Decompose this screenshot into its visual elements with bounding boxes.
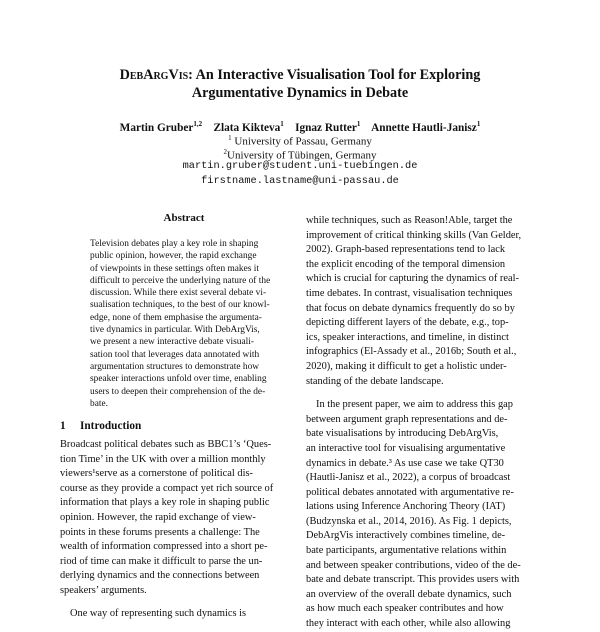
intro-line: riod of time can make it difficult to parse the un-	[60, 555, 263, 567]
body-line: ics, speaker interactions, and timeline, in distinct	[306, 331, 509, 343]
section-number: 1	[60, 420, 66, 432]
title-line-2: Argumentative Dynamics in Debate	[191, 85, 409, 101]
abstract-line: users to deepen their comprehension of the de-	[90, 386, 266, 397]
paper-title	[0, 66, 600, 102]
body-line: (Hautli-Janisz et al., 2022), a corpus of broadcast	[306, 472, 511, 484]
body-line: they interact with each other, while also allowing	[306, 618, 511, 630]
abstract-line: bate.	[90, 398, 108, 409]
body-line: and between speaker contributions, video of the de-	[306, 559, 521, 571]
body-line: which is crucial for capturing the dynamics of real-	[306, 273, 519, 285]
body-line: 2020), making it difficult to get a holistic under-	[306, 360, 507, 372]
intro-line: course as they provide a compact yet rich source of	[60, 482, 274, 494]
body-line: an interactive tool for visualising argumentative	[306, 442, 506, 454]
body-line: the explicit encoding of the temporal dimension	[306, 258, 506, 270]
body-line: lations using Inference Anchoring Theory (IAT)	[306, 501, 506, 513]
intro-line: derlying dynamics and the connections between	[60, 570, 260, 582]
title-line-1-rest: : An Interactive Visualisation Tool for Exploring	[188, 67, 481, 83]
affiliation: $^2$University of Tübingen, Germany	[223, 148, 377, 162]
intro-line: Broadcast political debates such as BBC1’s ‘Ques-	[60, 439, 272, 450]
abstract-line: speaker interactions unfold over time, enabling	[90, 374, 267, 385]
body-line: dynamics in debate.³ As use case we take QT30	[306, 457, 504, 469]
abstract-line: we present a new interactive debate visuali-	[90, 337, 254, 348]
section-title: Introduction	[80, 420, 142, 432]
intro-line: information that plays a key role in shaping public	[60, 497, 270, 509]
abstract-line: discussion. While there exist several debate vi-	[90, 288, 267, 299]
abstract-line: edge, none of them emphasise the argumenta-	[90, 312, 262, 323]
abstract-line: of viewpoints in these settings often makes it	[90, 263, 259, 274]
body-line: bate participants, argumentative relations within	[306, 545, 507, 557]
abstract-line: difficult to perceive the underlying nature of the	[90, 275, 271, 286]
author: Martin Gruber$^{1,2}$	[119, 120, 203, 134]
body-line: while techniques, such as Reason!Able, target the	[306, 215, 513, 226]
author: Annette Hautli-Janisz$^1$	[371, 120, 481, 134]
affiliation: $^1$ University of Passau, Germany	[228, 134, 372, 148]
author: Ignaz Rutter$^1$	[295, 120, 361, 134]
author-email[interactable]: martin.gruber@student.uni-tuebingen.de	[182, 160, 418, 172]
body-line: that focus on debate dynamics frequently do so by	[306, 302, 515, 314]
body-line: In the present paper, we aim to address this gap	[316, 399, 513, 411]
author-email[interactable]: firstname.lastname@uni-passau.de	[201, 175, 399, 187]
intro-line: tion Time’ in the UK with over a million monthly	[60, 453, 266, 465]
intro-line: speakers’ arguments.	[60, 584, 147, 596]
section-heading	[60, 420, 310, 432]
intro-line: viewers¹serve as a cornerstone of political dis-	[60, 468, 253, 480]
body-line: as how much each speaker contributes and how	[306, 603, 504, 615]
intro-line: wealth of information compressed into a short pe-	[60, 541, 268, 553]
abstract-line: public opinion, however, the rapid exchange	[90, 251, 257, 262]
author: Zlata Kikteva$^1$	[213, 120, 284, 134]
body-line: depicting different layers of the debate, e.g., top-	[306, 317, 509, 329]
intro-line: opinion. However, the rapid exchange of view-	[60, 511, 256, 523]
abstract-line: Television debates play a key role in shaping	[90, 239, 259, 249]
abstract-heading: Abstract	[163, 212, 205, 224]
tool-name: DebArgVis	[119, 67, 189, 83]
body-line: infographics (El-Assady et al., 2016b; South et al.,	[306, 346, 517, 358]
right-column-body	[306, 214, 552, 632]
body-line: improvement of critical thinking skills (Van Gelder,	[306, 229, 522, 241]
body-line: DebArgVis interactively combines timeline, de-	[306, 530, 506, 542]
intro-line: points in these forums presents a challenge: The	[60, 526, 260, 538]
body-line: political debates annotated with argumentative re-	[306, 486, 514, 498]
body-line: an overview of the overall debate dynamics, such	[306, 588, 512, 600]
body-line: bate and debate transcript. This provides users with	[306, 574, 520, 586]
body-line: between argument graph representations and de-	[306, 413, 508, 425]
abstract-line: tive dynamics in particular. With DebArgVis,	[90, 325, 260, 336]
abstract-line: argumentation structures to demonstrate how	[90, 361, 260, 372]
body-line: bate visualisations by introducing DebArgVis,	[306, 428, 499, 440]
title-line-1	[0, 66, 600, 84]
body-line: time debates. In contrast, visualisation techniques	[306, 287, 513, 299]
abstract-line: sation tool that leverages data annotated with	[90, 349, 260, 360]
abstract-line: sualisation techniques, to the best of our knowl-	[90, 300, 270, 311]
abstract-body	[90, 238, 308, 410]
body-line: standing of the debate landscape.	[306, 375, 444, 387]
body-line: (Budzynska et al., 2014, 2016). As Fig. 1 depicts,	[306, 515, 512, 527]
intro-body	[60, 438, 308, 621]
intro-line: One way of representing such dynamics is	[70, 607, 247, 619]
body-line: 2002). Graph-based representations tend to lack	[306, 244, 506, 256]
